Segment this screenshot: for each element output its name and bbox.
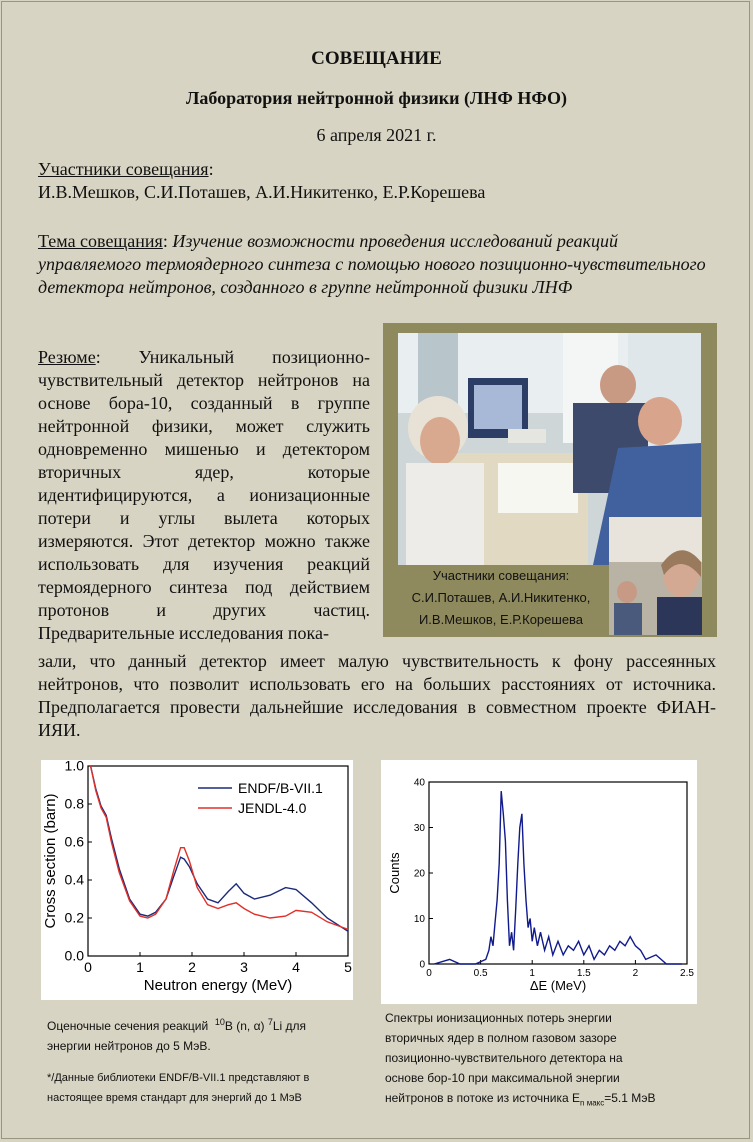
x-axis-label: ΔE (MeV) xyxy=(529,978,587,993)
right-caption-text: нейтронов в потоке из источника E xyxy=(385,1091,581,1105)
right-caption-line xyxy=(385,1088,697,1113)
remote-participant-photo xyxy=(609,517,702,635)
x-tick-label: 0 xyxy=(84,959,92,975)
topic-block: Тема совещания: Изучение возможности проведения исследований реакций управляемого термоядерного синтеза с помощью нового позиционно-чувствительного детектора нейтронов, созданного в группе нейтронной физики ЛНФ xyxy=(38,231,706,297)
photo-caption-line: И.В.Мешков, Е.Р.Корешева xyxy=(418,612,584,627)
left-caption-line1 xyxy=(47,1012,367,1036)
right-caption-line: основе бор-10 при максимальной энергии xyxy=(385,1071,620,1085)
footnote-line: настоящее время стандарт для энергий до 1 МэВ xyxy=(47,1092,302,1104)
right-caption-line: позиционно-чувствительного детектора на xyxy=(385,1051,623,1065)
topic-text: Изучение возможности проведения исследований реакций управляемого термоядерного синтеза с помощью нового позиционно-чувствительного детектора нейтронов, созданного в группе нейтронной физики ЛНФ xyxy=(38,231,706,297)
y-tick-label: 1.0 xyxy=(64,760,84,774)
y-tick-label: 0 xyxy=(419,959,425,971)
footnote xyxy=(47,1068,367,1108)
resume-text-part1: Уникальный позиционно-чувствительный детектор нейтронов на основе бора-10, созданный в группе нейтронной физики, может служить одновременно мишенью и детектором вторичных ядер, которые идентифицируются, а ионизационные потери и углы вылета которых измеряются. Этот детектор можно также использовать для изучения реакций термоядерного синтеза под действием протонов и других частиц. Предварительные исследования пока- xyxy=(38,347,370,643)
right-caption-line: Спектры ионизационных потерь энергии xyxy=(385,1011,612,1025)
x-tick-label: 5 xyxy=(344,959,352,975)
x-tick-label: 1 xyxy=(136,959,144,975)
y-tick-label: 0.8 xyxy=(64,795,84,812)
participants-heading: Участники совещания: xyxy=(38,159,214,179)
y-tick-label: 0.4 xyxy=(64,871,84,888)
participants-photo-frame xyxy=(383,323,717,637)
y-tick-label: 0.6 xyxy=(64,833,84,850)
left-caption-line2: энергии нейтронов до 5 МэВ. xyxy=(47,1039,211,1053)
y-axis-label: Counts xyxy=(387,852,402,894)
cross-section-chart xyxy=(41,760,353,1000)
y-tick-label: 30 xyxy=(413,822,425,834)
left-caption-text: B (n, α) xyxy=(224,1019,265,1033)
lab-name: Лаборатория нейтронной физики (ЛНФ НФО) xyxy=(185,88,568,108)
x-tick-label: 1 xyxy=(529,968,535,979)
photo-caption-line: Участники совещания: xyxy=(432,568,570,583)
x-tick-label: 2 xyxy=(188,959,196,975)
topic-label: Тема совещания xyxy=(38,231,163,251)
participants-names: И.В.Мешков, С.И.Поташев, А.И.Никитенко, Е.Р.Корешева xyxy=(38,182,486,202)
participants-label: Участники совещания xyxy=(38,159,209,179)
legend-label: JENDL-4.0 xyxy=(238,800,307,816)
y-tick-label: 20 xyxy=(413,868,425,880)
left-caption xyxy=(47,1012,367,1056)
x-tick-label: 4 xyxy=(292,959,300,975)
series-line-0 xyxy=(434,791,682,964)
x-tick-label: 1.5 xyxy=(576,968,591,979)
counts-chart-svg xyxy=(381,760,697,1004)
x-tick-label: 2.5 xyxy=(680,968,694,979)
photo-caption xyxy=(395,565,607,631)
left-caption-text: Оценочные сечения реакций xyxy=(47,1019,209,1033)
x-axis-label: Neutron energy (MeV) xyxy=(143,977,293,994)
photo-caption-line: С.И.Поташев, А.И.Никитенко, xyxy=(411,590,591,605)
resume-text-part2: зали, что данный детектор имеет малую чувствительность к фону рассеянных нейтронов, что позволит использовать его на больших расстояниях от источника. Предполагается провести дальнейшие исследования в совместном проекте ФИАН-ИЯИ. xyxy=(38,651,716,740)
y-tick-label: 10 xyxy=(413,913,425,925)
legend-label: ENDF/B-VII.1 xyxy=(238,780,323,796)
left-caption-text: Li для xyxy=(272,1019,307,1033)
left-caption-sup: 10 xyxy=(214,1017,225,1027)
resume-label: Резюме xyxy=(38,347,96,367)
right-caption-sub: n макс xyxy=(580,1098,605,1108)
right-caption-text: =5.1 МэВ xyxy=(604,1091,656,1105)
y-axis-label: Cross section (barn) xyxy=(42,793,59,929)
x-tick-label: 0.5 xyxy=(473,968,488,979)
page-title: СОВЕЩАНИЕ xyxy=(311,48,442,69)
y-tick-label: 0.2 xyxy=(64,909,84,926)
cross-section-chart-svg xyxy=(41,760,353,1000)
left-caption-sup: 7 xyxy=(267,1017,273,1027)
right-caption xyxy=(385,1008,697,1113)
right-caption-line: вторичных ядер в полном газовом зазоре xyxy=(385,1031,617,1045)
plot-frame xyxy=(429,782,687,964)
x-tick-label: 3 xyxy=(240,959,248,975)
footnote-line: */Данные библиотеки ENDF/B-VII.1 представляют в xyxy=(47,1072,310,1084)
x-tick-label: 0 xyxy=(426,968,432,979)
x-tick-label: 2 xyxy=(632,968,639,979)
resume-column: Резюме: Уникальный позиционно-чувствительный детектор нейтронов на основе бора-10, созданный в группе нейтронной физики, может служить одновременно мишенью и детектором вторичных ядер, которые идентифицируются, а ионизационные потери и углы вылета которых измеряются. Этот детектор можно также использовать для изучения реакций термоядерного синтеза под действием протонов и других частиц. Предварительные исследования пока- xyxy=(38,347,370,643)
y-tick-label: 0.0 xyxy=(64,947,84,964)
counts-chart xyxy=(381,760,697,1004)
meeting-date: 6 апреля 2021 г. xyxy=(316,125,437,145)
y-tick-label: 40 xyxy=(413,777,425,789)
